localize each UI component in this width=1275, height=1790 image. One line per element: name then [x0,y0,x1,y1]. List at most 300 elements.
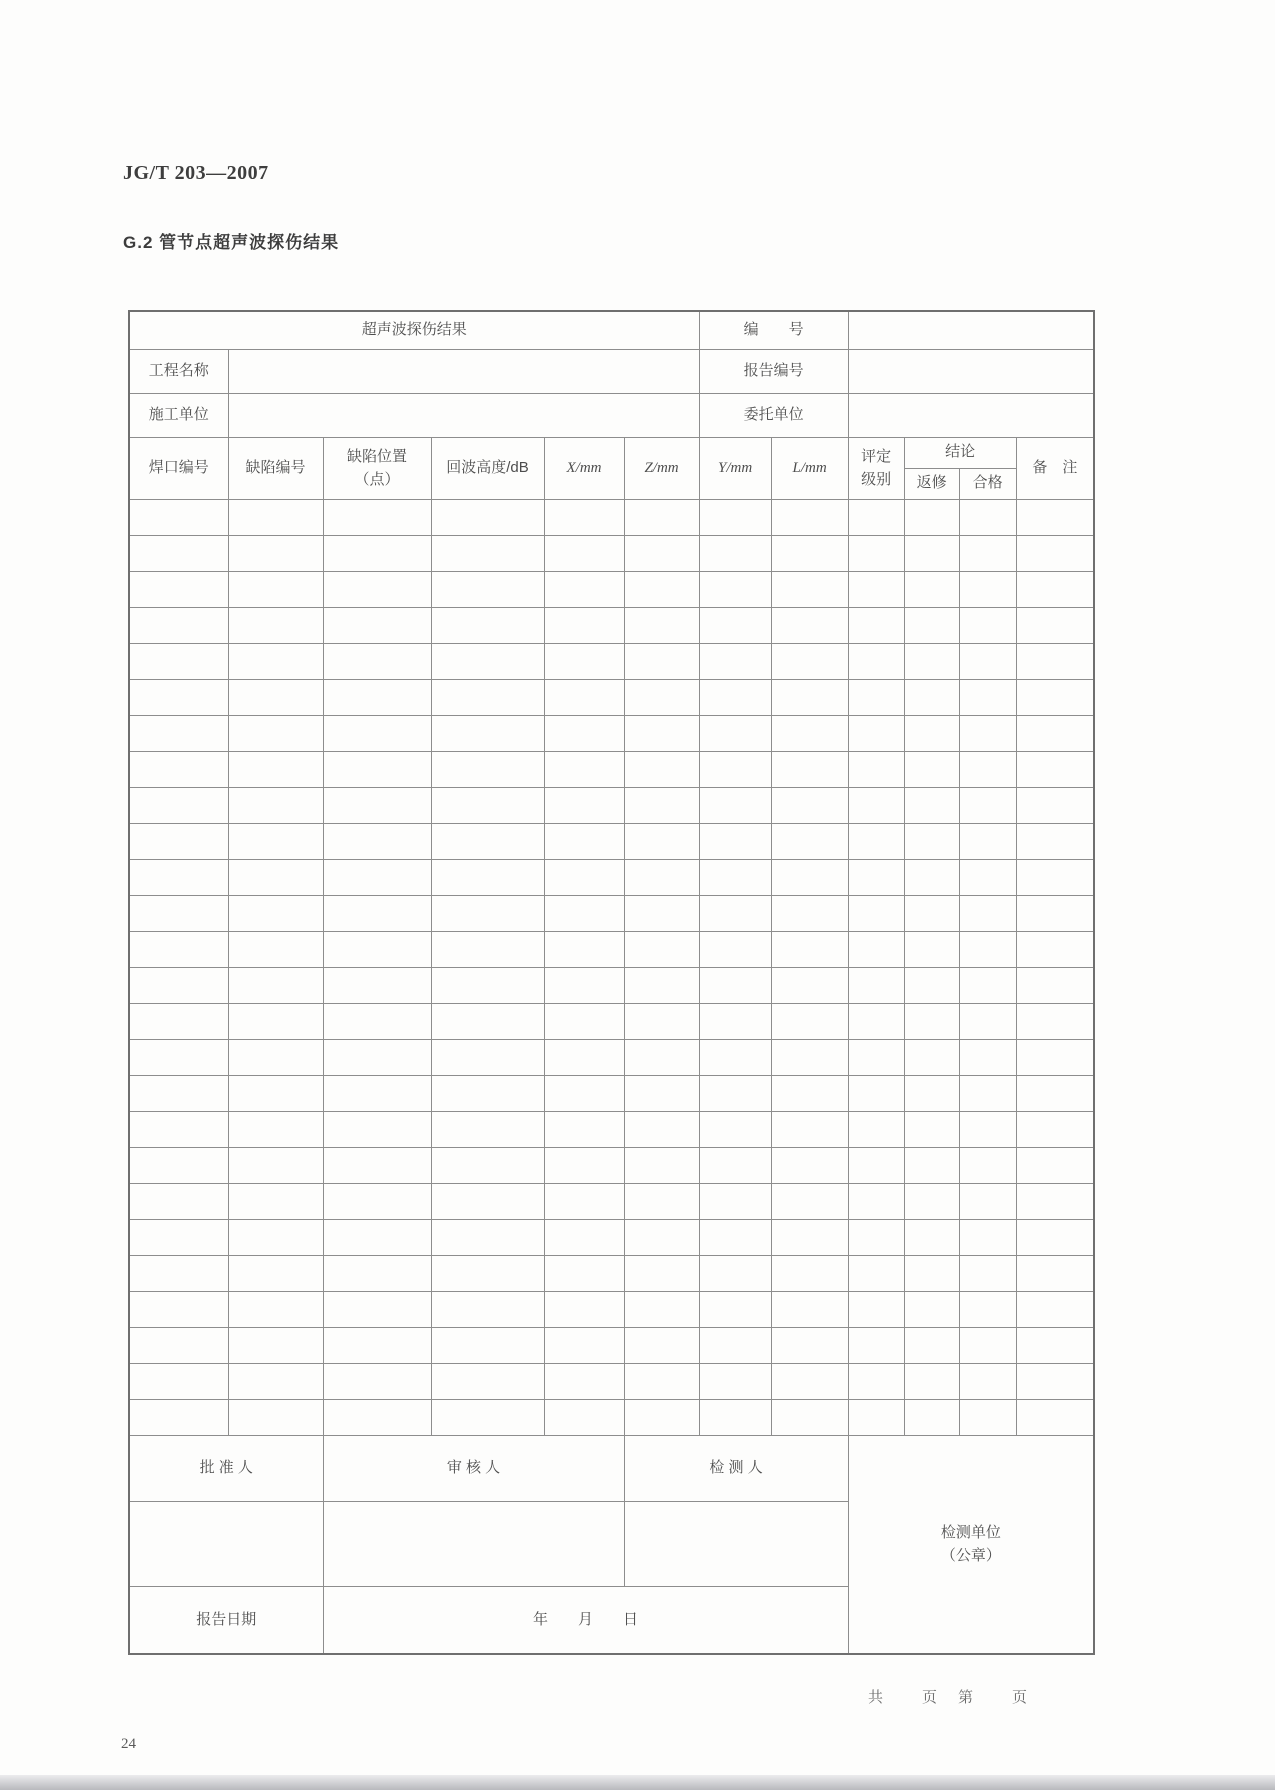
empty-data-cell [624,679,699,715]
empty-data-cell [228,787,323,823]
empty-data-cell [904,535,959,571]
empty-data-cell [624,1327,699,1363]
empty-data-cell [431,1075,544,1111]
empty-data-cell [699,967,771,1003]
empty-data-cell [771,715,848,751]
empty-data-cell [1016,967,1094,1003]
data-rows-section [129,499,1094,1435]
empty-data-cell [699,823,771,859]
empty-data-cell [624,823,699,859]
empty-data-cell [699,1399,771,1435]
empty-data-cell [771,895,848,931]
empty-data-cell [848,931,904,967]
empty-data-cell [771,643,848,679]
empty-data-cell [544,1111,624,1147]
empty-data-cell [699,1147,771,1183]
empty-data-cell [129,967,228,1003]
inspection-unit-seal-cell: 检测单位 （公章） [848,1435,1094,1654]
empty-data-cell [848,1039,904,1075]
empty-data-cell [1016,751,1094,787]
inspector-signature-cell [624,1501,848,1586]
empty-data-cell [1016,1255,1094,1291]
empty-data-cell [771,1075,848,1111]
empty-data-cell [771,535,848,571]
empty-data-cell [323,499,431,535]
title-row [129,311,1094,349]
empty-data-cell [959,1399,1016,1435]
scan-edge-shadow [0,1775,1275,1790]
empty-data-cell [228,823,323,859]
project-name-value-cell [228,349,699,393]
empty-data-cell [129,859,228,895]
empty-data-cell [228,1327,323,1363]
table-row [129,1111,1094,1147]
empty-data-cell [848,859,904,895]
empty-data-cell [431,535,544,571]
empty-data-cell [904,571,959,607]
empty-data-cell [624,1147,699,1183]
empty-data-cell [431,895,544,931]
table-row [129,895,1094,931]
empty-data-cell [699,1075,771,1111]
table-row [129,1219,1094,1255]
empty-data-cell [848,679,904,715]
empty-data-cell [431,1003,544,1039]
col-header-l: L/mm [771,437,848,499]
empty-data-cell [904,1147,959,1183]
empty-data-cell [771,679,848,715]
form-header-section [129,311,1094,499]
col-header-rating: 评定 级别 [848,437,904,499]
empty-data-cell [323,967,431,1003]
col-header-repair: 返修 [904,468,959,499]
empty-data-cell [959,607,1016,643]
empty-data-cell [771,1327,848,1363]
empty-data-cell [959,1147,1016,1183]
empty-data-cell [129,787,228,823]
empty-data-cell [771,787,848,823]
empty-data-cell [624,1399,699,1435]
empty-data-cell [544,787,624,823]
empty-data-cell [431,1183,544,1219]
empty-data-cell [771,1219,848,1255]
empty-data-cell [904,1075,959,1111]
table-row [129,715,1094,751]
number-label: 编 号 [699,311,848,349]
approver-label: 批 准 人 [129,1435,323,1501]
empty-data-cell [959,1327,1016,1363]
table-row [129,1003,1094,1039]
empty-data-cell [848,1003,904,1039]
empty-data-cell [431,715,544,751]
table-row [129,1291,1094,1327]
empty-data-cell [544,571,624,607]
table-row [129,1399,1094,1435]
table-row [129,751,1094,787]
empty-data-cell [1016,535,1094,571]
client-unit-label: 委托单位 [699,393,848,437]
empty-data-cell [544,1327,624,1363]
col-header-z: Z/mm [624,437,699,499]
empty-data-cell [771,1399,848,1435]
table-row [129,931,1094,967]
empty-data-cell [904,1183,959,1219]
empty-data-cell [228,571,323,607]
empty-data-cell [959,895,1016,931]
empty-data-cell [771,499,848,535]
empty-data-cell [904,1219,959,1255]
empty-data-cell [699,1183,771,1219]
number-value-cell [848,311,1094,349]
empty-data-cell [323,1183,431,1219]
empty-data-cell [624,1111,699,1147]
empty-data-cell [323,859,431,895]
project-name-label: 工程名称 [129,349,228,393]
empty-data-cell [431,751,544,787]
empty-data-cell [544,643,624,679]
page-number: 24 [121,1736,136,1752]
empty-data-cell [959,751,1016,787]
empty-data-cell [431,1291,544,1327]
empty-data-cell [431,1363,544,1399]
empty-data-cell [848,499,904,535]
empty-data-cell [848,715,904,751]
column-header-row [129,437,1094,468]
empty-data-cell [228,1111,323,1147]
empty-data-cell [1016,1183,1094,1219]
empty-data-cell [323,1219,431,1255]
empty-data-cell [129,1291,228,1327]
empty-data-cell [848,1219,904,1255]
empty-data-cell [323,643,431,679]
empty-data-cell [699,859,771,895]
empty-data-cell [904,787,959,823]
empty-data-cell [848,1147,904,1183]
table-row [129,787,1094,823]
construction-unit-label: 施工单位 [129,393,228,437]
empty-data-cell [904,859,959,895]
col-header-y: Y/mm [699,437,771,499]
client-unit-value-cell [848,393,1094,437]
empty-data-cell [904,895,959,931]
empty-data-cell [544,931,624,967]
empty-data-cell [959,715,1016,751]
empty-data-cell [323,895,431,931]
empty-data-cell [959,643,1016,679]
empty-data-cell [431,931,544,967]
empty-data-cell [228,895,323,931]
empty-data-cell [323,1363,431,1399]
empty-data-cell [228,607,323,643]
empty-data-cell [959,1003,1016,1039]
empty-data-cell [959,1075,1016,1111]
empty-data-cell [624,1291,699,1327]
empty-data-cell [959,1219,1016,1255]
empty-data-cell [544,1147,624,1183]
page-count-note: 共 页 第 页 [868,1689,1031,1706]
empty-data-cell [323,931,431,967]
empty-data-cell [129,1075,228,1111]
empty-data-cell [771,1111,848,1147]
empty-data-cell [959,571,1016,607]
empty-data-cell [771,571,848,607]
empty-data-cell [699,679,771,715]
empty-data-cell [904,607,959,643]
empty-data-cell [228,1183,323,1219]
table-row [129,607,1094,643]
empty-data-cell [624,1363,699,1399]
empty-data-cell [848,1399,904,1435]
empty-data-cell [959,1291,1016,1327]
empty-data-cell [129,1111,228,1147]
ultrasonic-results-table [128,310,1095,1655]
empty-data-cell [129,823,228,859]
empty-data-cell [959,967,1016,1003]
empty-data-cell [323,1075,431,1111]
table-row [129,1255,1094,1291]
empty-data-cell [323,787,431,823]
table-row [129,535,1094,571]
empty-data-cell [848,895,904,931]
empty-data-cell [959,1039,1016,1075]
empty-data-cell [699,715,771,751]
empty-data-cell [699,895,771,931]
reviewer-label: 审 核 人 [323,1435,624,1501]
empty-data-cell [904,823,959,859]
empty-data-cell [848,1075,904,1111]
empty-data-cell [624,895,699,931]
empty-data-cell [904,679,959,715]
empty-data-cell [129,607,228,643]
col-header-defect-id: 缺陷编号 [228,437,323,499]
col-header-remarks: 备 注 [1016,437,1094,499]
inspector-label: 检 测 人 [624,1435,848,1501]
empty-data-cell [228,967,323,1003]
empty-data-cell [431,643,544,679]
empty-data-cell [323,571,431,607]
empty-data-cell [431,859,544,895]
empty-data-cell [1016,1399,1094,1435]
empty-data-cell [624,751,699,787]
table-row [129,571,1094,607]
empty-data-cell [323,607,431,643]
empty-data-cell [848,787,904,823]
empty-data-cell [228,679,323,715]
empty-data-cell [848,1255,904,1291]
empty-data-cell [129,715,228,751]
table-row [129,859,1094,895]
empty-data-cell [228,931,323,967]
empty-data-cell [848,751,904,787]
empty-data-cell [959,535,1016,571]
empty-data-cell [431,823,544,859]
empty-data-cell [1016,499,1094,535]
empty-data-cell [228,715,323,751]
table-row [129,1183,1094,1219]
table-row [129,643,1094,679]
project-row [129,349,1094,393]
empty-data-cell [228,1399,323,1435]
empty-data-cell [129,751,228,787]
empty-data-cell [544,1183,624,1219]
empty-data-cell [431,1147,544,1183]
empty-data-cell [1016,715,1094,751]
empty-data-cell [323,535,431,571]
empty-data-cell [228,1075,323,1111]
empty-data-cell [431,607,544,643]
empty-data-cell [129,643,228,679]
empty-data-cell [848,1183,904,1219]
empty-data-cell [129,895,228,931]
empty-data-cell [323,1111,431,1147]
empty-data-cell [431,967,544,1003]
empty-data-cell [323,1003,431,1039]
empty-data-cell [544,1363,624,1399]
empty-data-cell [699,1291,771,1327]
empty-data-cell [771,1039,848,1075]
empty-data-cell [848,1363,904,1399]
empty-data-cell [129,571,228,607]
empty-data-cell [771,1255,848,1291]
empty-data-cell [848,823,904,859]
empty-data-cell [1016,1003,1094,1039]
empty-data-cell [544,1075,624,1111]
empty-data-cell [544,1399,624,1435]
empty-data-cell [129,1219,228,1255]
empty-data-cell [129,499,228,535]
empty-data-cell [431,1327,544,1363]
form-title: 超声波探伤结果 [129,311,699,349]
empty-data-cell [228,1147,323,1183]
empty-data-cell [431,1255,544,1291]
empty-data-cell [624,1039,699,1075]
empty-data-cell [624,931,699,967]
empty-data-cell [771,751,848,787]
empty-data-cell [544,535,624,571]
table-row [129,1363,1094,1399]
empty-data-cell [904,1039,959,1075]
empty-data-cell [848,607,904,643]
empty-data-cell [959,931,1016,967]
report-number-value-cell [848,349,1094,393]
empty-data-cell [544,1003,624,1039]
empty-data-cell [904,931,959,967]
empty-data-cell [544,823,624,859]
construction-unit-value-cell [228,393,699,437]
empty-data-cell [904,715,959,751]
empty-data-cell [228,1291,323,1327]
empty-data-cell [1016,643,1094,679]
empty-data-cell [544,967,624,1003]
empty-data-cell [544,751,624,787]
empty-data-cell [904,499,959,535]
empty-data-cell [624,1075,699,1111]
empty-data-cell [699,1255,771,1291]
empty-data-cell [228,1219,323,1255]
empty-data-cell [228,535,323,571]
empty-data-cell [323,1255,431,1291]
empty-data-cell [904,1363,959,1399]
empty-data-cell [624,715,699,751]
empty-data-cell [1016,607,1094,643]
empty-data-cell [544,607,624,643]
empty-data-cell [129,1327,228,1363]
empty-data-cell [848,1291,904,1327]
empty-data-cell [228,1039,323,1075]
standard-code: JG/T 203—2007 [123,162,269,184]
empty-data-cell [959,1363,1016,1399]
empty-data-cell [848,967,904,1003]
empty-data-cell [544,715,624,751]
empty-data-cell [228,751,323,787]
empty-data-cell [1016,1039,1094,1075]
empty-data-cell [699,643,771,679]
empty-data-cell [1016,895,1094,931]
empty-data-cell [624,1003,699,1039]
empty-data-cell [959,787,1016,823]
empty-data-cell [959,1111,1016,1147]
report-date-label: 报告日期 [129,1586,323,1654]
empty-data-cell [624,499,699,535]
empty-data-cell [129,1363,228,1399]
empty-data-cell [228,1363,323,1399]
empty-data-cell [431,1219,544,1255]
empty-data-cell [771,823,848,859]
empty-data-cell [699,607,771,643]
empty-data-cell [848,535,904,571]
empty-data-cell [129,1003,228,1039]
section-title: G.2 管节点超声波探伤结果 [123,233,340,252]
table-row [129,967,1094,1003]
empty-data-cell [129,535,228,571]
empty-data-cell [1016,1219,1094,1255]
empty-data-cell [959,859,1016,895]
empty-data-cell [129,1147,228,1183]
empty-data-cell [771,967,848,1003]
empty-data-cell [699,499,771,535]
empty-data-cell [431,1111,544,1147]
empty-data-cell [904,1255,959,1291]
empty-data-cell [699,1003,771,1039]
col-header-defect-position: 缺陷位置 （点） [323,437,431,499]
col-header-pass: 合格 [959,468,1016,499]
empty-data-cell [129,679,228,715]
empty-data-cell [431,571,544,607]
empty-data-cell [129,931,228,967]
reviewer-signature-cell [323,1501,624,1586]
empty-data-cell [699,1111,771,1147]
table-row [129,499,1094,535]
empty-data-cell [699,1039,771,1075]
empty-data-cell [129,1255,228,1291]
empty-data-cell [544,895,624,931]
empty-data-cell [1016,1327,1094,1363]
empty-data-cell [624,1183,699,1219]
empty-data-cell [323,715,431,751]
empty-data-cell [848,571,904,607]
empty-data-cell [699,751,771,787]
empty-data-cell [544,859,624,895]
col-header-conclusion: 结论 [904,437,1016,468]
table-row [129,1147,1094,1183]
empty-data-cell [624,1255,699,1291]
empty-data-cell [129,1039,228,1075]
empty-data-cell [624,535,699,571]
empty-data-cell [431,1399,544,1435]
empty-data-cell [624,1219,699,1255]
empty-data-cell [323,679,431,715]
empty-data-cell [1016,1291,1094,1327]
